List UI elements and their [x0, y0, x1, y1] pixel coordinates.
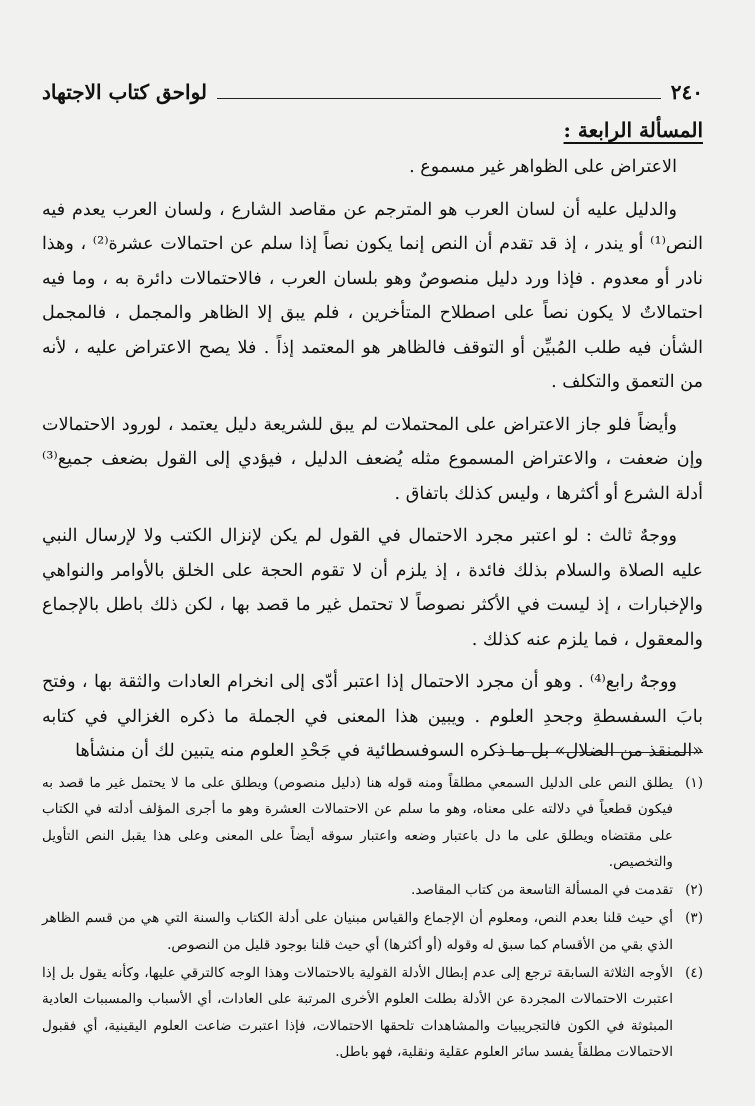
- section-heading: المسألة الرابعة :: [563, 118, 703, 142]
- footnote-number: (٤): [685, 965, 703, 982]
- page-number: ٢٤٠: [670, 80, 703, 104]
- footnote: [42, 770, 703, 875]
- footnote-number: (١): [685, 775, 703, 791]
- footnote-number: (٣): [685, 910, 703, 927]
- paragraph: ووجهٌ ثالث : لو اعتبر مجرد الاحتمال في القول لم يكن لإنزال الكتب ولا لإرسال النبي عليه الصلاة والسلام بذلك فائدة ، إذ يلزم أن لا تقوم الحجة على الخلق بالأوامر والنواهي والإخبارات ، إذ ليست في الأكثر نصوصاً لا تحتمل غير ما قصد بها ، لكن ذلك باطل بالإجماع والمعقول ، فما يلزم عنه كذلك .: [42, 526, 703, 650]
- footnote-divider: [493, 752, 703, 753]
- footnote-number: (٢): [685, 882, 703, 899]
- footnote-text: يطلق النص على الدليل السمعي مطلقاً ومنه قوله هنا (دليل منصوص) ويطلق على ما لا يحتمل غير ما قصد به فيكون قطعياً في دلالته على معناه، وهو ما سلم عن الاحتمالات العشرة وهو ما أجرى المؤلف أدلته في الكتاب على مقتضاه ويطلق على ما دل باعتبار وضعه واعتبار سوقه أيضاً على المعنى وعلى هذا يقبل النص التأويل والتخصيص.: [42, 775, 673, 870]
- paragraph: ووجهٌ رابع⁽⁴⁾ . وهو أن مجرد الاحتمال إذا اعتبر أدّى إلى انخرام العادات والثقة بها ، وفتح بابَ السفسطةِ وجحدِ العلوم . ويبين هذا المعنى في الجملة ما ذكره الغزالي في كتابه «المنقذ من الضلال» بل ما ذكره السوفسطائية في جَحْدِ العلوم منه يتبين لك أن منشأها: [42, 672, 703, 761]
- paragraph: والدليل عليه أن لسان العرب هو المترجم عن مقاصد الشارع ، ولسان العرب يعدم فيه النص⁽¹⁾ أو يندر ، إذ قد تقدم أن النص إنما يكون نصاً إذا سلم عن احتمالات عشرة⁽²⁾ ، وهذا نادر أو معدوم . فإذا ورد دليل منصوصٌ وهو بلسان العرب ، فالاحتمالات دائرة به ، وما فيه احتمالاتٌ لا يكون نصاً على اصطلاح المتأخرين ، فلم يبق إلا الظاهر والمجمل ، فالمجمل الشأن فيه طلب المُبيِّن أو التوقف فالظاهر هو المعتمد إذاً . فلا يصح الاعتراض عليه ، لأنه من التعمق والتكلف .: [42, 199, 703, 392]
- main-text: [42, 118, 703, 777]
- footnote-text: تقدمت في المسألة التاسعة من كتاب المقاصد.: [411, 882, 673, 899]
- footnote-text: الأوجه الثلاثة السابقة ترجع إلى عدم إبطال الأدلة القولية بالاحتمالات وهذا الوجه كالترقي عليها، وكأنه يقول بل إذا اعتبرت الاحتمالات المجردة عن الأدلة بطلت العلوم الأخرى المرتبة على العادات، أي الأسباب والمسببات العادية المبثوثة في الكون فالتجريبيات والمشاهدات تلحقها الاحتمالات، فإذا اعتبرت ضاعت العلوم اليقينية، أي فقبول الاحتمالات مطلقاً يفسد سائر العلوم عقلية ونقلية، فهو باطل.: [42, 965, 673, 1060]
- footnotes: [42, 770, 703, 1067]
- paragraph: الاعتراض على الظواهر غير مسموع .: [409, 157, 677, 177]
- running-header: [42, 72, 703, 112]
- footnote-text: أي حيث قلنا بعدم النص، ومعلوم أن الإجماع والقياس مبنيان على أدلة الكتاب والسنة التي هي من قسم الظاهر الذي بقي من الأقسام كما سبق له وقوله (أو أكثرها) أي حيث قلنا بوجود قليل من النصوص.: [42, 910, 673, 953]
- running-title: لواحق كتاب الاجتهاد: [42, 80, 208, 104]
- footnote: [42, 905, 703, 958]
- footnote: [42, 877, 703, 903]
- footnote: [42, 960, 703, 1065]
- paragraph: وأيضاً فلو جاز الاعتراض على المحتملات لم يبق للشريعة دليل يعتمد ، لورود الاحتمالات وإن ضعفت ، والاعتراض المسموع مثله يُضعف الدليل ، فيؤدي إلى القول بضعف جميع⁽³⁾ أدلة الشرع أو أكثرها ، وليس كذلك باتفاق .: [42, 414, 703, 504]
- header-rule: [217, 98, 661, 99]
